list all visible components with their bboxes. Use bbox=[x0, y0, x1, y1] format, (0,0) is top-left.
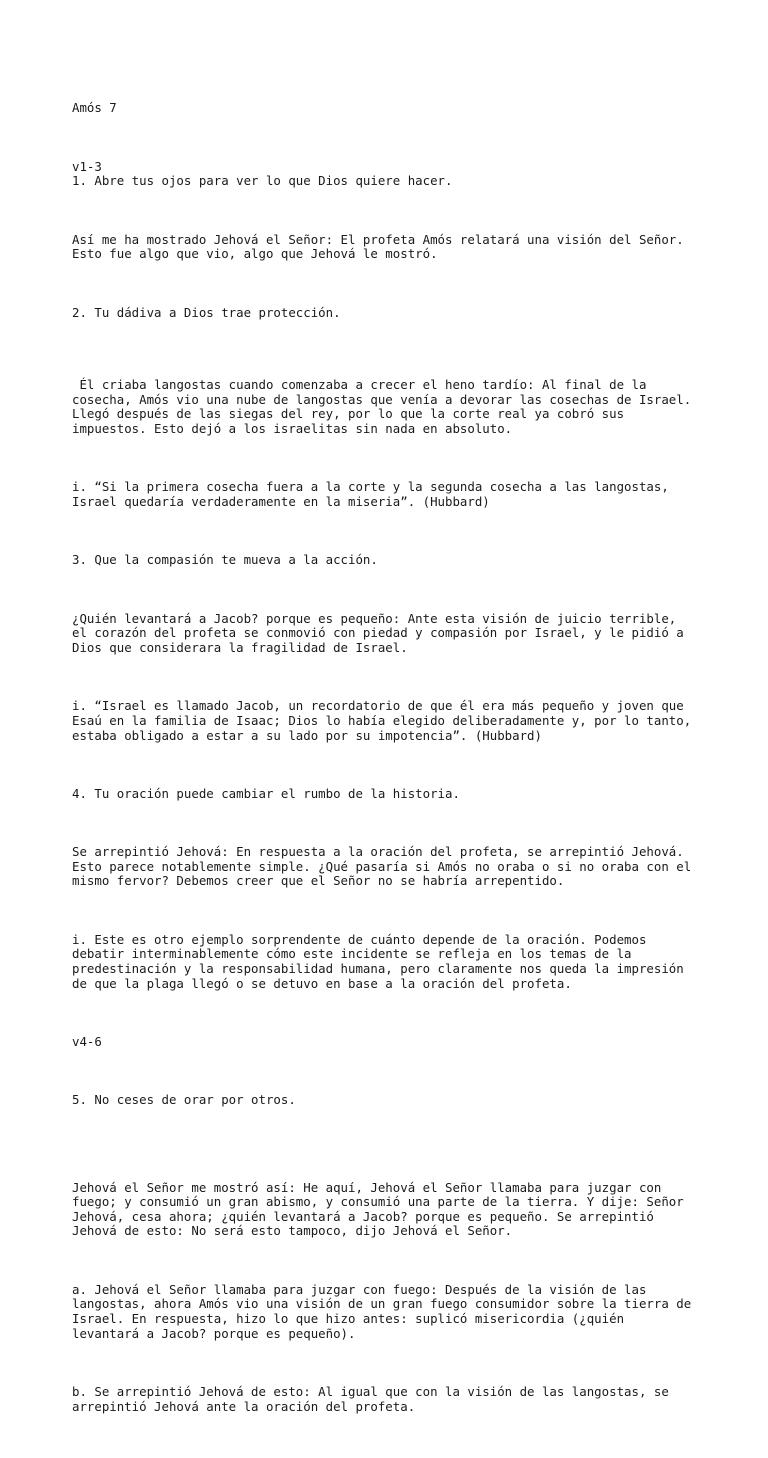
paragraph: a. Jehová el Señor llamaba para juzgar con fuego: Después de la visión de las langostas, ahora Amós vio una visión de un gran fuego consumidor sobre la tierra de Israel. En respuesta, hizo lo que hizo antes: suplicó misericordia (¿quién levantará a Jacob? porque es pequeño). bbox=[72, 1281, 692, 1341]
paragraph: Así me ha mostrado Jehová el Señor: El profeta Amós relatará una visión del Señor. Esto fue algo que vio, algo que Jehová le mostró. bbox=[72, 231, 684, 262]
paragraph: Se arrepintió Jehová: En respuesta a la oración del profeta, se arrepintió Jehová. Esto parece notablemente simple. ¿Qué pasaría si Amós no oraba o si no oraba con el mismo fervor? Debemos creer que el Señor no se habría arrepentido. bbox=[72, 844, 692, 889]
paragraph-heading: 2. Tu dádiva a Dios trae protección. bbox=[72, 304, 341, 320]
paragraph-heading: 5. No ceses de orar por otros. bbox=[72, 1092, 296, 1108]
paragraph-quote: i. “Si la primera cosecha fuera a la corte y la segunda cosecha a las langostas, Israel quedaría verdaderamente en la miseria”. (Hubbard) bbox=[72, 479, 669, 510]
document-title: Amós 7 bbox=[72, 100, 117, 116]
paragraph-heading: 3. Que la compasión te mueva a la acción. bbox=[72, 552, 378, 568]
section-label-v4-6: v4-6 bbox=[72, 1034, 102, 1049]
paragraph-section-v1-3: v1-3 1. Abre tus ojos para ver lo que Dios quiere hacer. bbox=[72, 158, 453, 189]
paragraph: ¿Quién levantará a Jacob? porque es pequeño: Ante esta visión de juicio terrible, el corazón del profeta se conmovió con piedad y compasión por Israel, y le pidió a Dios que considerara la fragilidad de Israel. bbox=[72, 610, 684, 655]
paragraph-quote: i. “Israel es llamado Jacob, un recordatorio de que él era más pequeño y joven que Esaú en la familia de Isaac; Dios lo había elegido deliberadamente y, por lo tanto, estaba obligado a estar a su lado por su impotencia”. (Hubbard) bbox=[72, 698, 692, 743]
document-body bbox=[72, 72, 712, 1458]
paragraph: b. Se arrepintió Jehová de esto: Al igual que con la visión de las langostas, se arrepintió Jehová ante la oración del profeta. bbox=[72, 1383, 669, 1414]
paragraph-heading: 4. Tu oración puede cambiar el rumbo de la historia. bbox=[72, 785, 460, 801]
paragraph: Él criaba langostas cuando comenzaba a crecer el heno tardío: Al final de la cosecha, Amós vio una nube de langostas que venía a devorar las cosechas de Israel. Llegó después de las siegas del rey, por lo que la corte real ya cobró sus impuestos. Esto dejó a los israelitas sin nada en absoluto. bbox=[72, 377, 692, 437]
paragraph: Jehová el Señor me mostró así: He aquí, Jehová el Señor llamaba para juzgar con fuego; y consumió un gran abismo, y consumió una parte de la tierra. Y dije: Señor Jehová, cesa ahora; ¿quién levantará a Jacob? porque es pequeño. Se arrepintió Jehová de esto: No será esto tampoco, dijo Jehová el Señor. bbox=[72, 1179, 684, 1239]
paragraph: i. Este es otro ejemplo sorprendente de cuánto depende de la oración. Podemos debatir interminablemente cómo este incidente se refleja en los temas de la predestinación y la responsabilidad humana, pero claramente nos queda la impresión de que la plaga llegó o se detuvo en base a la oración del profeta. bbox=[72, 931, 684, 991]
